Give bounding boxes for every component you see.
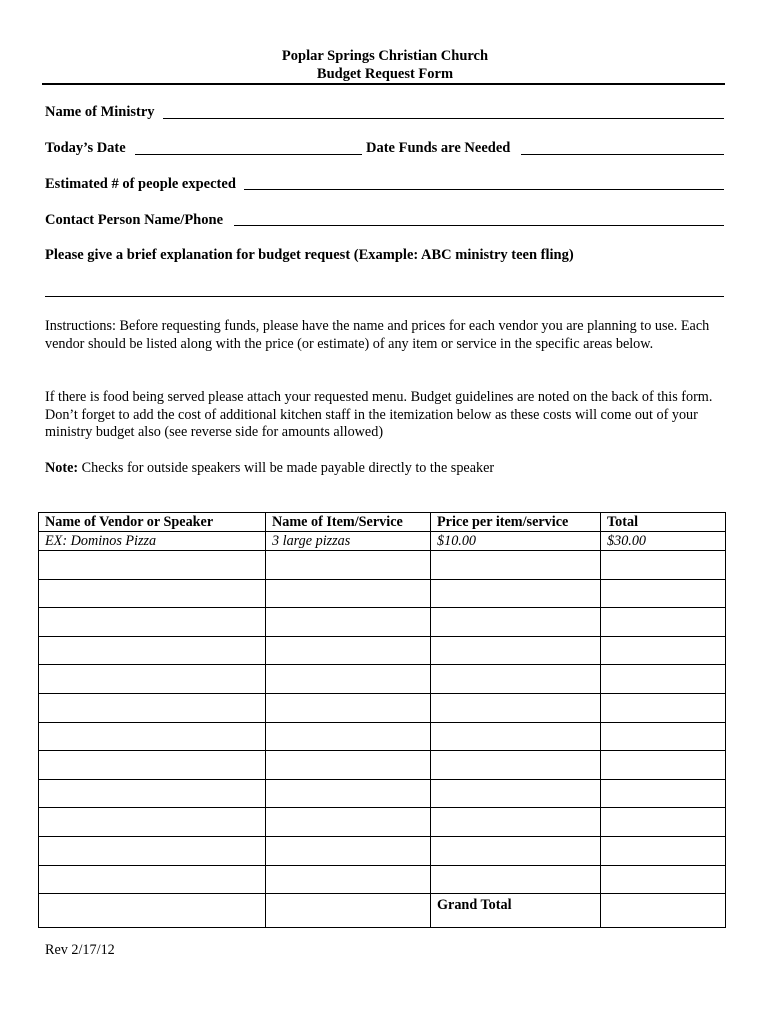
- price-cell[interactable]: [431, 579, 601, 608]
- item-cell[interactable]: [266, 579, 431, 608]
- price-cell[interactable]: [431, 779, 601, 808]
- item-cell[interactable]: [266, 808, 431, 837]
- vendor-cell[interactable]: [39, 722, 266, 751]
- item-column-header: Name of Item/Service: [266, 513, 431, 532]
- vendor-cell[interactable]: [39, 665, 266, 694]
- item-cell[interactable]: [266, 551, 431, 580]
- vendor-cell[interactable]: [39, 865, 266, 894]
- note-text: Checks for outside speakers will be made payable directly to the speaker: [78, 460, 495, 476]
- form-header: [0, 47, 770, 83]
- example-item: 3 large pizzas: [266, 532, 431, 551]
- table-row: [39, 808, 726, 837]
- total-cell[interactable]: [601, 636, 726, 665]
- table-row: [39, 751, 726, 780]
- speaker-note: [45, 460, 730, 478]
- vendor-cell[interactable]: [39, 551, 266, 580]
- table-row: [39, 693, 726, 722]
- example-vendor: EX: Dominos Pizza: [39, 532, 266, 551]
- item-cell[interactable]: [266, 722, 431, 751]
- table-row: [39, 722, 726, 751]
- todays-date-field[interactable]: [135, 154, 362, 155]
- item-cell[interactable]: [266, 865, 431, 894]
- total-column-header: Total: [601, 513, 726, 532]
- explanation-label: Please give a brief explanation for budget request (Example: ABC ministry teen fling): [45, 247, 574, 263]
- total-cell[interactable]: [601, 865, 726, 894]
- item-cell[interactable]: [266, 693, 431, 722]
- contact-person-label: Contact Person Name/Phone: [45, 212, 224, 228]
- item-cell[interactable]: [266, 665, 431, 694]
- vendor-cell[interactable]: [39, 579, 266, 608]
- table-row: [39, 865, 726, 894]
- price-cell[interactable]: [431, 608, 601, 637]
- vendor-column-header: Name of Vendor or Speaker: [39, 513, 266, 532]
- vendor-cell[interactable]: [39, 636, 266, 665]
- table-row: [39, 836, 726, 865]
- vendor-cell[interactable]: [39, 608, 266, 637]
- item-cell[interactable]: [266, 836, 431, 865]
- total-cell[interactable]: [601, 579, 726, 608]
- price-cell[interactable]: [431, 865, 601, 894]
- date-funds-needed-field[interactable]: [521, 154, 724, 155]
- people-expected-field[interactable]: [244, 189, 724, 190]
- price-cell[interactable]: [431, 665, 601, 694]
- item-cell[interactable]: [266, 608, 431, 637]
- item-cell[interactable]: [266, 751, 431, 780]
- item-cell[interactable]: [266, 779, 431, 808]
- price-cell[interactable]: [431, 551, 601, 580]
- example-price: $10.00: [431, 532, 601, 551]
- table-row: [39, 551, 726, 580]
- table-row: [39, 779, 726, 808]
- table-row: [39, 579, 726, 608]
- grand-total-row: [39, 894, 726, 928]
- total-cell[interactable]: [601, 665, 726, 694]
- organization-name: Poplar Springs Christian Church: [281, 48, 489, 64]
- vendor-cell[interactable]: [39, 693, 266, 722]
- instructions-paragraph: Instructions: Before requesting funds, please have the name and prices for each vendor you are planning to use. Each vendor should be listed along with the price (or estimate) of any item or service in the specific areas below.: [45, 318, 710, 352]
- total-cell[interactable]: [601, 551, 726, 580]
- table-header-row: [39, 513, 726, 532]
- price-cell[interactable]: [431, 693, 601, 722]
- itemization-table: [38, 512, 726, 928]
- price-column-header: Price per item/service: [431, 513, 601, 532]
- ministry-name-label: Name of Ministry: [45, 104, 155, 120]
- price-cell[interactable]: [431, 751, 601, 780]
- vendor-cell[interactable]: [39, 779, 266, 808]
- price-cell[interactable]: [431, 836, 601, 865]
- total-cell[interactable]: [601, 808, 726, 837]
- price-cell[interactable]: [431, 808, 601, 837]
- vendor-cell[interactable]: [39, 751, 266, 780]
- note-label: Note:: [45, 460, 79, 476]
- people-expected-label: Estimated # of people expected: [45, 176, 236, 192]
- total-cell[interactable]: [601, 693, 726, 722]
- example-total: $30.00: [601, 532, 726, 551]
- example-row: [39, 532, 726, 551]
- date-funds-needed-label: Date Funds are Needed: [366, 140, 511, 156]
- explanation-field[interactable]: [45, 296, 724, 297]
- grand-total-value-cell[interactable]: [601, 894, 726, 928]
- total-cell[interactable]: [601, 608, 726, 637]
- vendor-cell[interactable]: [39, 836, 266, 865]
- food-guidelines-paragraph: If there is food being served please attach your requested menu. Budget guidelines are noted on the back of this form. Don’t forget to add the cost of additional kitchen staff in the itemization below as these costs will come out of your ministry budget also (see reverse side for amounts allowed): [45, 389, 713, 440]
- grand-total-spacer: [266, 894, 431, 928]
- price-cell[interactable]: [431, 636, 601, 665]
- table-row: [39, 636, 726, 665]
- table-row: [39, 665, 726, 694]
- total-cell[interactable]: [601, 836, 726, 865]
- todays-date-label: Today’s Date: [45, 140, 126, 156]
- vendor-cell[interactable]: [39, 808, 266, 837]
- item-cell[interactable]: [266, 636, 431, 665]
- grand-total-spacer: [39, 894, 266, 928]
- revision-date: Rev 2/17/12: [45, 942, 115, 958]
- header-divider: [42, 83, 725, 85]
- table-row: [39, 608, 726, 637]
- form-title: Budget Request Form: [316, 66, 454, 82]
- contact-person-field[interactable]: [234, 225, 724, 226]
- ministry-name-field[interactable]: [163, 118, 724, 119]
- total-cell[interactable]: [601, 722, 726, 751]
- total-cell[interactable]: [601, 751, 726, 780]
- total-cell[interactable]: [601, 779, 726, 808]
- price-cell[interactable]: [431, 722, 601, 751]
- grand-total-label: Grand Total: [431, 894, 601, 928]
